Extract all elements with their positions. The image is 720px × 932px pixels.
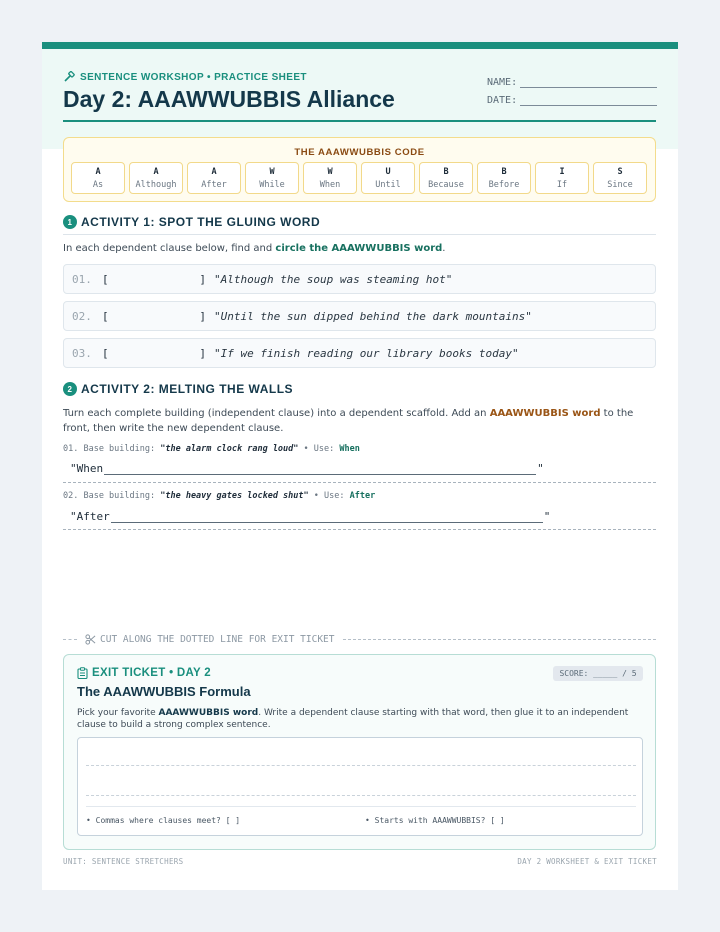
ticket-instr-bold: AAAWWUBBIS word — [158, 708, 259, 718]
write-blank[interactable] — [111, 511, 543, 523]
clause-row — [63, 264, 656, 294]
dashed-divider — [63, 482, 656, 483]
clause-row — [63, 338, 656, 368]
tile-word: Because — [428, 180, 464, 190]
tile-letter: B — [443, 167, 449, 177]
page-title: Day 2: AAAWWUBBIS Alliance — [63, 86, 395, 112]
ticket-writing-box[interactable] — [77, 737, 643, 836]
tile-word: As — [92, 180, 104, 190]
name-row — [487, 70, 657, 88]
ticket-heading — [77, 667, 211, 679]
top-accent-bar — [42, 42, 678, 49]
tile-letter: W — [269, 167, 275, 177]
clause-number: 02. — [72, 309, 92, 323]
eyebrow-label — [63, 71, 307, 83]
activity1-title: ACTIVITY 1: SPOT THE GLUING WORD — [81, 215, 321, 229]
date-label: DATE: — [487, 95, 518, 106]
tile-letter: I — [559, 167, 565, 177]
bracket-close: ] — [199, 272, 206, 286]
write-line — [70, 462, 544, 475]
code-title: THE AAAWWUBBIS CODE — [294, 147, 425, 158]
base-clause: "the heavy gates locked shut" — [160, 491, 309, 501]
bracket-close: ] — [199, 309, 206, 323]
cut-line — [63, 632, 656, 646]
use-word: After — [349, 491, 376, 501]
date-field[interactable] — [520, 94, 657, 106]
write-end: " — [543, 510, 551, 523]
date-row — [487, 88, 657, 106]
activity2-instr-end: to the front, then write the new dependent clause. — [63, 408, 634, 434]
bracket-close: ] — [199, 346, 206, 360]
checklist-divider — [86, 806, 636, 807]
tile-letter: A — [211, 167, 217, 177]
ticket-title: The AAAWWUBBIS Formula — [77, 684, 251, 699]
cut-dash-left — [63, 639, 77, 640]
code-tile — [303, 162, 357, 194]
tile-letter: A — [153, 167, 159, 177]
worksheet-page — [42, 42, 678, 890]
ticket-instr-text: Pick your favorite — [77, 708, 159, 718]
cut-dash-right — [343, 639, 657, 640]
activity2-badge: 2 — [63, 382, 77, 396]
code-tile — [419, 162, 473, 194]
cut-label — [77, 634, 343, 645]
name-date-block — [487, 70, 657, 106]
bracket-open: [ — [102, 309, 109, 323]
clause-text: "If we finish reading our library books today" — [214, 346, 519, 360]
ticket-instr-end: . Write a dependent clause starting with that word, then glue it to an independent clause to build a strong complex sentence. — [77, 708, 629, 730]
use-separator: • Use: — [308, 491, 350, 501]
code-tile — [593, 162, 647, 194]
bracket-open: [ — [102, 272, 109, 286]
tile-word: Until — [375, 180, 401, 190]
footer-right: DAY 2 WORKSHEET & EXIT TICKET — [517, 857, 657, 866]
code-tile — [245, 162, 299, 194]
name-label: NAME: — [487, 77, 518, 88]
base-building-line — [63, 444, 360, 454]
activity1-instr-end: . — [442, 243, 446, 254]
code-tiles — [71, 162, 647, 194]
use-word: When — [339, 444, 360, 454]
name-field[interactable] — [520, 76, 657, 88]
tile-letter: W — [327, 167, 333, 177]
write-start: "After — [70, 510, 110, 523]
checklist-starts-with[interactable]: • Starts with AAAWWUBBIS? [ ] — [365, 816, 505, 825]
bracket-open: [ — [102, 346, 109, 360]
tile-letter: U — [385, 167, 391, 177]
tile-word: While — [259, 180, 285, 190]
dashed-divider — [63, 529, 656, 530]
activity2-title: ACTIVITY 2: MELTING THE WALLS — [81, 382, 294, 396]
use-separator: • Use: — [298, 444, 340, 454]
clause-row — [63, 301, 656, 331]
clause-number: 03. — [72, 346, 92, 360]
clause-text: "Until the sun dipped behind the dark mountains" — [214, 309, 532, 323]
tile-letter: A — [95, 167, 101, 177]
activity1-instr-bold: circle the AAAWWUBBIS word — [275, 243, 443, 254]
code-tile — [361, 162, 415, 194]
activity1-divider — [63, 234, 656, 235]
code-tile — [71, 162, 125, 194]
cut-text: CUT ALONG THE DOTTED LINE FOR EXIT TICKET — [100, 633, 335, 645]
base-prefix: 01. Base building: — [63, 444, 161, 454]
clipboard-icon — [77, 667, 88, 679]
activity2-instr-text: Turn each complete building (independent clause) into a dependent scaffold. Add an — [63, 408, 490, 419]
write-line — [70, 510, 550, 523]
activity1-instructions — [63, 241, 656, 256]
header-divider — [63, 120, 656, 122]
activity1-heading — [63, 214, 320, 230]
tile-word: If — [556, 180, 568, 190]
checklist-commas[interactable]: • Commas where clauses meet? [ ] — [86, 816, 241, 825]
code-tile — [187, 162, 241, 194]
write-blank[interactable] — [104, 463, 536, 475]
base-prefix: 02. Base building: — [63, 491, 161, 501]
clause-number: 01. — [72, 272, 92, 286]
activity2-heading — [63, 381, 293, 397]
ticket-head-text: EXIT TICKET • DAY 2 — [92, 667, 212, 679]
tile-word: Since — [607, 180, 633, 190]
code-tile — [535, 162, 589, 194]
hammer-icon — [63, 71, 75, 83]
tile-word: Before — [488, 180, 520, 190]
ticket-instructions — [77, 707, 643, 731]
code-tile — [129, 162, 183, 194]
writing-line — [86, 795, 636, 796]
code-panel — [63, 137, 656, 202]
tile-word: After — [201, 180, 227, 190]
exit-ticket — [63, 654, 656, 850]
activity2-instr-bold: AAAWWUBBIS word — [489, 408, 601, 419]
clause-text: "Although the soup was steaming hot" — [214, 272, 453, 286]
answer-bracket[interactable] — [102, 310, 206, 323]
tile-word: When — [319, 180, 341, 190]
tile-word: Although — [135, 180, 177, 190]
eyebrow-text: SENTENCE WORKSHOP • PRACTICE SHEET — [80, 71, 307, 83]
write-end: " — [537, 462, 544, 475]
activity2-instructions — [63, 406, 656, 436]
footer-left: UNIT: SENTENCE STRETCHERS — [63, 857, 184, 866]
writing-line — [86, 765, 636, 766]
answer-bracket[interactable] — [102, 273, 206, 286]
tile-letter: S — [617, 167, 623, 177]
score-badge: SCORE: _____ / 5 — [553, 666, 643, 681]
base-building-line — [63, 491, 375, 501]
activity1-instr-text: In each dependent clause below, find and — [63, 243, 276, 254]
scissors-icon — [85, 634, 96, 645]
code-tile — [477, 162, 531, 194]
tile-letter: B — [501, 167, 507, 177]
answer-bracket[interactable] — [102, 347, 206, 360]
base-clause: "the alarm clock rang loud" — [160, 444, 299, 454]
activity1-badge: 1 — [63, 215, 77, 229]
write-start: "When — [70, 462, 104, 475]
